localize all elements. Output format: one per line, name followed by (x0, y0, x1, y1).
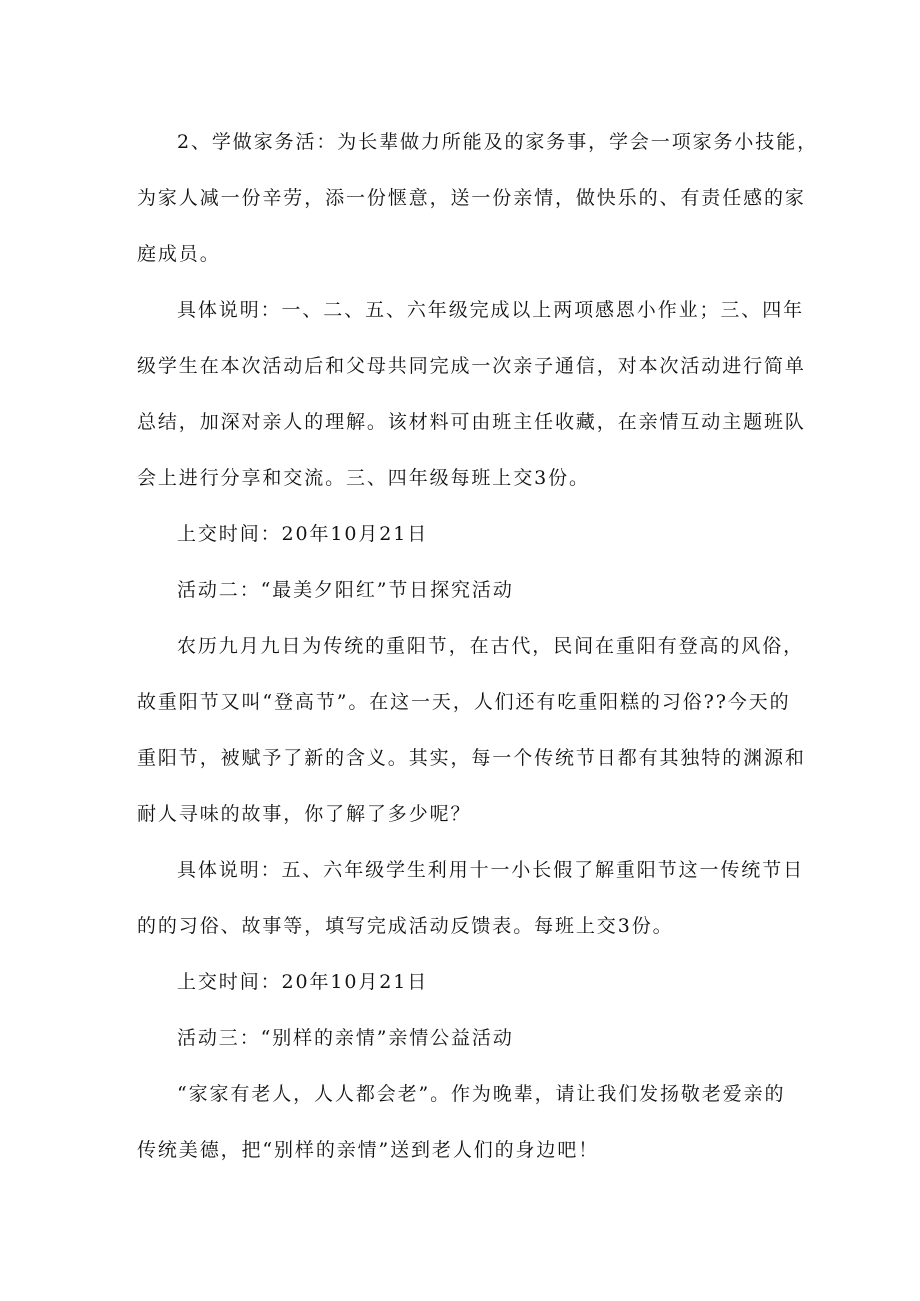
text-line: 重阳节，被赋予了新的含义。其实，每一个传统节日都有其独特的渊源和 (137, 747, 806, 769)
text-line: 总结，加深对亲人的理解。该材料可由班主任收藏，在亲情互动主题班队 (137, 411, 806, 433)
text-line: 具体说明：五、六年级学生利用十一小长假了解重阳节这一传统节日 (177, 859, 805, 881)
text-line: 农历九月九日为传统的重阳节，在古代，民间在重阳有登高的风俗， (177, 635, 805, 657)
text-line: 传统美德，把“别样的亲情”送到老人们的身边吧！ (137, 1139, 600, 1161)
text-line: 上交时间：20年10月21日 (177, 523, 429, 545)
text-line: 上交时间：20年10月21日 (177, 971, 429, 993)
text-line: 级学生在本次活动后和父母共同完成一次亲子通信，对本次活动进行简单 (137, 355, 806, 377)
text-line: 的的习俗、故事等，填写完成活动反馈表。每班上交3份。 (137, 915, 674, 937)
text-line: 庭成员。 (137, 243, 221, 265)
text-line: 具体说明：一、二、五、六年级完成以上两项感恩小作业；三、四年 (177, 299, 805, 321)
section-heading: 活动二：“最美夕阳红”节日探究活动 (177, 579, 514, 601)
text-line: “家家有老人，人人都会老”。作为晚辈，请让我们发扬敬老爱亲的 (177, 1083, 786, 1105)
text-line: 2、学做家务活：为长辈做力所能及的家务事，学会一项家务小技能， (177, 131, 818, 153)
text-line: 为家人减一份辛劳，添一份惬意，送一份亲情，做快乐的、有责任感的家 (137, 187, 806, 209)
text-line: 会上进行分享和交流。三、四年级每班上交3份。 (137, 467, 590, 489)
section-heading: 活动三：“别样的亲情”亲情公益活动 (177, 1027, 514, 1049)
text-line: 故重阳节又叫“登高节”。在这一天，人们还有吃重阳糕的习俗??今天的 (137, 691, 791, 713)
text-line: 耐人寻味的故事，你了解了多少呢？ (137, 803, 472, 825)
